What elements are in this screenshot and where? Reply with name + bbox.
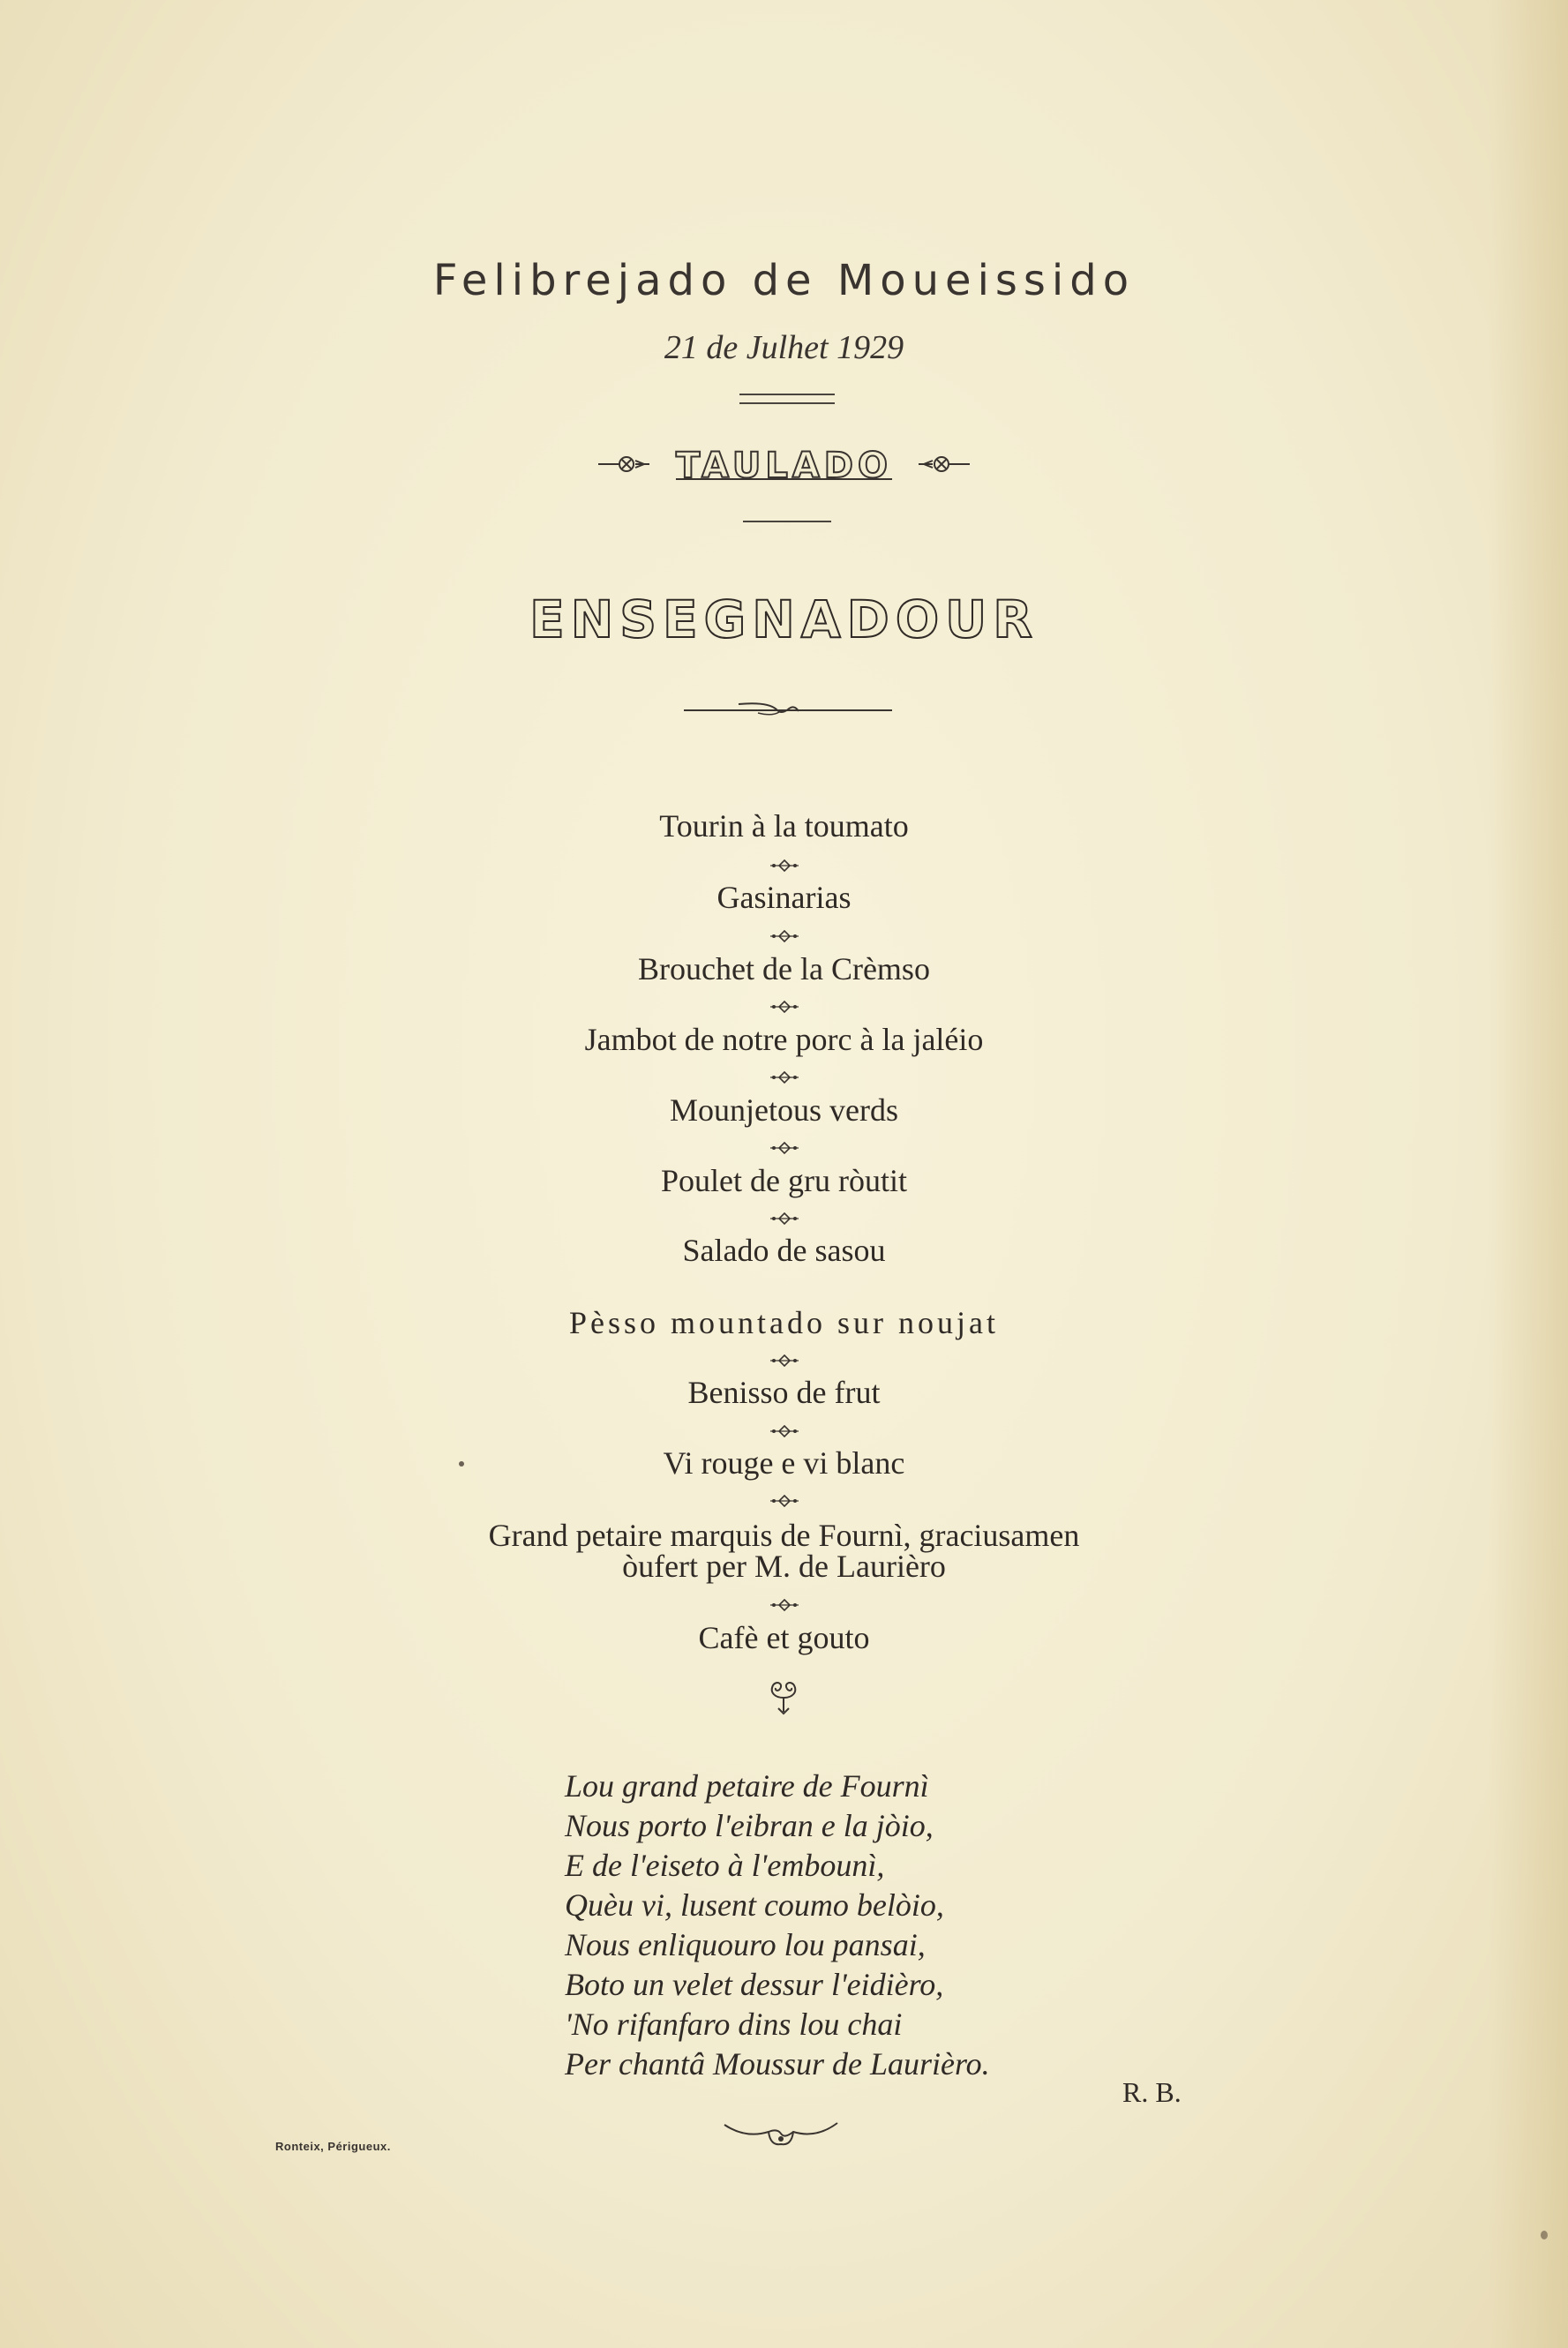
poem-line: Quèu vi, lusent coumo belòio, xyxy=(565,1887,944,1923)
poem-line: 'No rifanfaro dins lou chai xyxy=(565,2007,903,2042)
menu-item: Brouchet de la Crèmso xyxy=(638,951,930,986)
paper-speck xyxy=(459,1461,464,1467)
separator-ornament-icon xyxy=(769,929,799,946)
menu-item: Tourin à la toumato xyxy=(659,808,909,844)
menu-item: Vi rouge e vi blanc xyxy=(663,1445,905,1481)
separator-ornament-icon xyxy=(769,1598,799,1615)
poem-line: Nous porto l'eibran e la jòio, xyxy=(565,1808,934,1843)
bottom-swash-icon xyxy=(719,2116,843,2158)
printer-imprint: Ronteix, Périgueux. xyxy=(275,2140,391,2153)
poem-line: Boto un velet dessur l'eidièro, xyxy=(565,1967,944,2002)
page-title: Felibrejado de Moueissido xyxy=(432,256,1136,305)
separator-ornament-icon xyxy=(769,1070,799,1087)
menu-item: Poulet de gru ròutit xyxy=(661,1163,907,1198)
poem-signature: R. B. xyxy=(1122,2076,1182,2108)
section-heading: ENSEGNADOUR xyxy=(529,589,1039,649)
separator-ornament-icon xyxy=(769,1141,799,1158)
menu-item: Grand petaire marquis de Fournì, graciusamen xyxy=(488,1518,1080,1553)
separator-ornament-icon xyxy=(769,1000,799,1016)
menu-item: òufert per M. de Laurièro xyxy=(622,1549,946,1584)
poem-line: Lou grand petaire de Fournì xyxy=(565,1768,929,1804)
right-flourish-icon xyxy=(915,454,972,478)
separator-ornament-icon xyxy=(769,1424,799,1441)
menu-item: Mounjetous verds xyxy=(670,1092,898,1128)
menu-item: Gasinarias xyxy=(716,880,852,915)
left-flourish-icon xyxy=(596,454,653,478)
poem-line: Nous enliquouro lou pansai, xyxy=(565,1927,926,1962)
thin-rule-divider xyxy=(743,521,831,522)
event-date: 21 de Julhet 1929 xyxy=(664,329,904,366)
fleuron-ornament-icon xyxy=(762,1677,805,1721)
menu-item: Jambot de notre porc à la jaléio xyxy=(584,1022,984,1057)
separator-ornament-icon xyxy=(769,1212,799,1228)
menu-item: Benisso de frut xyxy=(687,1375,881,1410)
taulado-heading-row xyxy=(0,446,1568,486)
separator-ornament-icon xyxy=(769,859,799,875)
separator-ornament-icon xyxy=(769,1354,799,1370)
swash-divider-icon xyxy=(684,697,892,727)
separator-ornament-icon xyxy=(769,1494,799,1511)
menu-item: Pèsso mountado sur noujat xyxy=(569,1305,999,1340)
poem-line: E de l'eiseto à l'embounì, xyxy=(565,1848,885,1883)
double-rule-divider xyxy=(739,394,835,404)
taulado-label: TAULADO xyxy=(675,446,893,486)
poem-line: Per chantâ Moussur de Laurièro. xyxy=(565,2046,990,2082)
menu-item: Salado de sasou xyxy=(682,1233,886,1268)
menu-item: Cafè et gouto xyxy=(698,1620,870,1655)
paper-speck xyxy=(1541,2231,1548,2239)
